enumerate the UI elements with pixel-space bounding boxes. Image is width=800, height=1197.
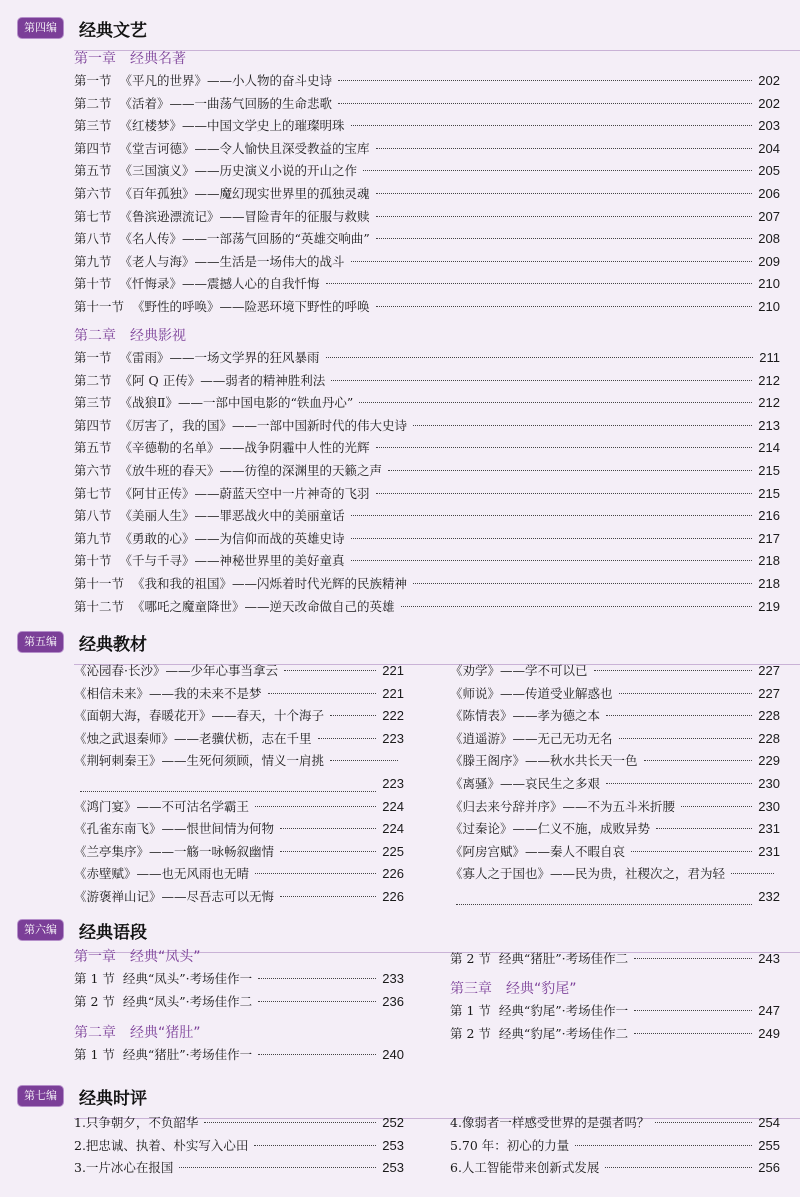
toc-entry[interactable] xyxy=(74,115,780,138)
section-number: 第一节 xyxy=(74,73,112,88)
entry-title: 《我和我的祖国》——闪烁着时代光辉的民族精神 xyxy=(132,575,408,591)
section-number: 第八节 xyxy=(74,508,112,524)
section-number: 第七节 xyxy=(74,485,112,501)
entry-title: 《辛德勒的名单》——战争阴霾中人性的光辉 xyxy=(119,440,370,456)
leader-dots xyxy=(258,1054,376,1055)
section-number: 第五节 xyxy=(74,440,112,456)
page-number: 218 xyxy=(758,553,780,569)
entry-title: 4.像弱者一样感受世界的是强者吗？ xyxy=(450,1115,650,1130)
entry-title: 5.70 年：初心的力量 xyxy=(450,1137,570,1153)
toc-list xyxy=(74,70,780,319)
entry-title: 《离骚》——哀民生之多艰 xyxy=(450,775,601,791)
section-number: 第五节 xyxy=(74,163,112,179)
leader-dots xyxy=(376,148,753,149)
leader-dots xyxy=(413,425,752,426)
section-number: 第二节 xyxy=(74,95,112,111)
toc-entry[interactable] xyxy=(74,550,780,573)
toc-entry[interactable] xyxy=(74,70,780,93)
chapter-title: 第三章 经典“豹尾” xyxy=(450,981,577,997)
page-number: 215 xyxy=(758,485,780,501)
entry-title: 《烛之武退秦师》——老骥伏枥，志在千里 xyxy=(74,730,312,746)
toc-entry[interactable] xyxy=(74,370,780,393)
toc-entry[interactable] xyxy=(450,796,780,819)
page-number: 212 xyxy=(758,395,780,411)
section-number: 第三节 xyxy=(74,395,112,411)
entry-title: 《放牛班的春天》——彷徨的深渊里的天籁之声 xyxy=(119,462,383,478)
toc-entry[interactable] xyxy=(74,273,780,296)
page-number: 233 xyxy=(382,971,404,986)
entry-title: 《阿甘正传》——蔚蓝天空中一片神奇的飞羽 xyxy=(119,485,370,501)
leader-dots xyxy=(338,103,752,104)
entry-title: 2.把忠诚、执着、朴实写入心田 xyxy=(74,1137,249,1153)
page-number: 232 xyxy=(758,888,780,904)
leader-dots xyxy=(330,715,376,716)
toc-entry[interactable] xyxy=(74,460,780,483)
toc-entry[interactable] xyxy=(74,573,780,596)
section-number: 第九节 xyxy=(74,530,112,546)
toc-entry[interactable] xyxy=(74,206,780,229)
leader-dots xyxy=(326,283,753,284)
page-number: 221 xyxy=(382,663,404,678)
leader-dots xyxy=(331,380,752,381)
toc-entry[interactable] xyxy=(74,415,780,438)
leader-dots xyxy=(619,738,753,739)
section-number: 第六节 xyxy=(74,462,112,478)
page-number: 223 xyxy=(382,730,404,746)
leader-dots xyxy=(280,896,376,897)
toc-entry[interactable] xyxy=(74,183,780,206)
page-number: 236 xyxy=(382,993,404,1009)
toc-entry[interactable] xyxy=(74,528,780,551)
toc-entry[interactable] xyxy=(450,660,780,683)
page-number: 256 xyxy=(758,1160,780,1176)
toc-entry[interactable] xyxy=(450,728,780,751)
leader-dots xyxy=(605,1167,752,1168)
leader-dots xyxy=(731,873,774,874)
entry-title: 1.只争朝夕，不负韶华 xyxy=(74,1115,199,1130)
entry-title: 经典“凤头”·考场佳作一 xyxy=(122,971,253,986)
page-number: 231 xyxy=(758,821,780,837)
section-number: 第 1 节 xyxy=(74,1047,115,1062)
page-number: 243 xyxy=(758,951,780,966)
page-number: 229 xyxy=(758,753,780,769)
leader-dots xyxy=(631,851,752,852)
toc-entry[interactable] xyxy=(74,991,404,1014)
leader-dots xyxy=(258,1001,376,1002)
entry-title: 《老人与海》——生活是一场伟大的战斗 xyxy=(119,253,345,269)
part-4-chapter-2 xyxy=(74,325,780,618)
part-4-chapter-1 xyxy=(74,48,780,319)
entry-title: 《三国演义》——历史演义小说的开山之作 xyxy=(119,163,358,179)
page-number: 209 xyxy=(758,253,780,269)
toc-entry[interactable] xyxy=(74,683,404,706)
toc-list xyxy=(74,347,780,618)
page-number: 217 xyxy=(758,530,780,546)
leader-dots xyxy=(284,670,376,671)
entry-title: 《相信未来》——我的未来不是梦 xyxy=(74,685,262,701)
part-4-title: 经典文艺 xyxy=(79,20,147,41)
leader-dots xyxy=(388,470,752,471)
leader-dots xyxy=(376,447,753,448)
entry-title: 《归去来兮辞并序》——不为五斗米折腰 xyxy=(450,798,676,814)
page-number: 218 xyxy=(758,575,780,591)
toc-entry[interactable] xyxy=(74,392,780,415)
section-number: 第六节 xyxy=(74,185,112,201)
leader-dots xyxy=(575,1145,752,1146)
page-number: 202 xyxy=(758,73,780,88)
part-5-section xyxy=(0,628,800,904)
leader-dots xyxy=(351,125,753,126)
page-number: 205 xyxy=(758,163,780,179)
entry-title: 《滕王阁序》——秋水共长天一色 xyxy=(450,753,638,769)
toc-entry[interactable] xyxy=(450,1135,780,1158)
toc-entry[interactable] xyxy=(74,596,780,619)
toc-entry[interactable] xyxy=(74,347,780,370)
section-number: 第十节 xyxy=(74,553,112,569)
entry-title: 《红楼梦》——中国文学史上的璀璨明珠 xyxy=(119,118,345,134)
page-number: 219 xyxy=(758,598,780,614)
entry-title: 《孔雀东南飞》——恨世间情为何物 xyxy=(74,821,275,837)
leader-dots xyxy=(80,769,376,792)
toc-entry[interactable] xyxy=(450,705,780,728)
page-number: 255 xyxy=(758,1137,780,1153)
chapter-title: 第二章 经典影视 xyxy=(74,328,186,344)
entry-title: 《战狼Ⅱ》——一部中国电影的“铁血丹心” xyxy=(119,395,354,411)
section-number: 第二节 xyxy=(74,372,112,388)
page-number: 226 xyxy=(382,888,404,904)
toc-list xyxy=(450,1000,780,1045)
entry-title: 《师说》——传道受业解惑也 xyxy=(450,685,613,701)
leader-dots xyxy=(606,783,752,784)
entry-title: 《逍遥游》——无己无功无名 xyxy=(450,730,613,746)
toc-entry[interactable] xyxy=(74,138,780,161)
leader-dots xyxy=(330,760,398,761)
entry-title: 《赤壁赋》——也无风雨也无晴 xyxy=(74,866,250,882)
section-number: 第九节 xyxy=(74,253,112,269)
leader-dots xyxy=(351,515,753,516)
toc-entry[interactable] xyxy=(450,1000,780,1023)
section-number: 第四节 xyxy=(74,140,112,156)
leader-dots xyxy=(681,806,752,807)
leader-dots xyxy=(376,238,752,239)
part-6-chapter-2-continued xyxy=(450,948,780,971)
entry-title: 《兰亭集序》——一觞一咏畅叙幽情 xyxy=(74,843,275,859)
part-6-chapter-1 xyxy=(74,946,404,1013)
entry-title: 《过秦论》——仁义不施，成败异势 xyxy=(450,821,651,837)
page-number: 216 xyxy=(758,508,780,524)
part-6-badge: 第六编 xyxy=(18,920,63,940)
page-number: 221 xyxy=(382,685,404,701)
toc-entry[interactable] xyxy=(74,705,404,728)
entry-title: 《美丽人生》——罪恶战火中的美丽童话 xyxy=(119,508,345,524)
entry-title: 《百年孤独》——魔幻现实世界里的孤独灵魂 xyxy=(119,185,370,201)
leader-dots xyxy=(606,715,752,716)
entry-title: 《阿 Q 正传》——弱者的精神胜利法 xyxy=(119,372,326,388)
section-number: 第一节 xyxy=(74,350,112,365)
part-5-title: 经典教材 xyxy=(79,634,147,655)
entry-title: 经典“猪肚”·考场佳作一 xyxy=(122,1047,253,1062)
page-number: 207 xyxy=(758,208,780,224)
section-number: 第十一节 xyxy=(74,298,125,314)
toc-entry[interactable] xyxy=(74,93,780,116)
leader-dots xyxy=(351,560,753,561)
part-4-badge: 第四编 xyxy=(18,18,63,38)
page-number: 225 xyxy=(382,843,404,859)
part-4-section xyxy=(0,14,800,614)
leader-dots xyxy=(634,1010,752,1011)
entry-title: 《荆轲刺秦王》——生死何须顾，情义一肩挑 xyxy=(74,753,325,769)
page-number: 249 xyxy=(758,1025,780,1041)
page-number: 213 xyxy=(758,417,780,433)
leader-dots xyxy=(254,1145,376,1146)
toc-entry[interactable] xyxy=(74,1112,404,1135)
toc-entry[interactable] xyxy=(74,660,404,683)
leader-dots xyxy=(634,1033,752,1034)
page-number: 228 xyxy=(758,708,780,724)
part-7-title: 经典时评 xyxy=(79,1088,147,1109)
chapter-title: 第一章 经典名著 xyxy=(74,51,186,67)
entry-title: 《面朝大海，春暖花开》——春天，十个海子 xyxy=(74,708,325,724)
entry-title: 《阿房宫赋》——秦人不暇自哀 xyxy=(450,843,626,859)
toc-list xyxy=(450,948,780,971)
entry-title: 《哪吒之魔童降世》——逆天改命做自己的英雄 xyxy=(132,598,395,614)
page-number: 226 xyxy=(382,866,404,882)
leader-dots xyxy=(376,193,753,194)
leader-dots xyxy=(318,738,377,739)
section-number: 第四节 xyxy=(74,417,112,433)
page-number: 228 xyxy=(758,730,780,746)
section-number: 第 1 节 xyxy=(74,971,115,986)
section-number: 第三节 xyxy=(74,118,112,134)
page-number: 206 xyxy=(758,185,780,201)
leader-dots xyxy=(376,216,753,217)
section-number: 第八节 xyxy=(74,231,112,247)
toc-entry[interactable] xyxy=(74,1157,404,1180)
entry-title: 《堂吉诃德》——令人愉快且深受教益的宝库 xyxy=(119,140,370,156)
leader-dots xyxy=(280,851,376,852)
leader-dots xyxy=(255,873,376,874)
toc-entry[interactable] xyxy=(74,886,404,909)
entry-title: 《野性的呼唤》——险恶环境下野性的呼唤 xyxy=(132,298,370,314)
toc-entry[interactable] xyxy=(74,251,780,274)
toc-list-right xyxy=(450,660,780,909)
page-number: 223 xyxy=(382,775,404,791)
entry-title: 《鲁滨逊漂流记》——冒险青年的征服与救赎 xyxy=(119,208,370,224)
section-number: 第十二节 xyxy=(74,598,125,614)
page-number: 252 xyxy=(382,1115,404,1130)
part-6-title: 经典语段 xyxy=(79,922,147,943)
leader-dots xyxy=(179,1167,376,1168)
toc-entry[interactable] xyxy=(450,750,780,773)
section-number: 第 2 节 xyxy=(450,951,491,966)
leader-dots xyxy=(359,402,752,403)
leader-dots xyxy=(376,493,753,494)
leader-dots xyxy=(258,978,376,979)
part-6-chapter-3 xyxy=(450,978,780,1045)
section-number: 第七节 xyxy=(74,208,112,224)
toc-list xyxy=(74,968,404,1013)
entry-title: 《平凡的世界》——小人物的奋斗史诗 xyxy=(119,73,333,88)
leader-dots xyxy=(456,882,752,905)
entry-title: 《雷雨》——一场文学界的狂风暴雨 xyxy=(119,350,320,365)
toc-entry[interactable] xyxy=(74,1135,404,1158)
entry-title: 《沁园春·长沙》——少年心事当拿云 xyxy=(74,663,278,678)
toc-entry[interactable] xyxy=(74,296,780,319)
page-number: 240 xyxy=(382,1047,404,1062)
entry-title: 6.人工智能带来创新式发展 xyxy=(450,1160,600,1176)
page-number: 210 xyxy=(758,298,780,314)
leader-dots xyxy=(594,670,753,671)
entry-title: 《鸿门宴》——不可沽名学霸王 xyxy=(74,798,250,814)
leader-dots xyxy=(351,261,753,262)
leader-dots xyxy=(351,538,753,539)
entry-title: 《忏悔录》——震撼人心的自我忏悔 xyxy=(119,276,320,292)
toc-entry[interactable] xyxy=(74,437,780,460)
part-7-badge: 第七编 xyxy=(18,1086,63,1106)
toc-entry[interactable] xyxy=(450,773,780,796)
entry-title: 《寡人之于国也》——民为贵，社稷次之，君为轻 xyxy=(450,866,726,882)
leader-dots xyxy=(326,357,754,358)
page-number: 247 xyxy=(758,1003,780,1018)
toc-entry[interactable] xyxy=(74,796,404,819)
page-number: 227 xyxy=(758,663,780,678)
page-number: 231 xyxy=(758,843,780,859)
leader-dots xyxy=(644,760,753,761)
toc-entry[interactable] xyxy=(74,968,404,991)
section-number: 第十一节 xyxy=(74,575,125,591)
toc-entry[interactable] xyxy=(450,841,780,864)
leader-dots xyxy=(280,828,376,829)
toc-entry[interactable] xyxy=(450,1112,780,1135)
toc-entry-page-line xyxy=(450,886,780,909)
leader-dots xyxy=(655,1122,752,1123)
page-number: 230 xyxy=(758,798,780,814)
page-number: 254 xyxy=(758,1115,780,1130)
leader-dots xyxy=(619,693,753,694)
entry-title: 《游褒禅山记》——尽吾志可以无悔 xyxy=(74,888,275,904)
toc-entry[interactable] xyxy=(74,505,780,528)
page-number: 253 xyxy=(382,1137,404,1153)
toc-entry[interactable] xyxy=(450,948,780,971)
entry-title: 《劝学》——学不可以已 xyxy=(450,663,588,678)
toc-entry[interactable] xyxy=(74,160,780,183)
toc-entry[interactable] xyxy=(74,818,404,841)
leader-dots xyxy=(338,80,752,81)
page-number: 224 xyxy=(382,821,404,837)
entry-title: 经典“豹尾”·考场佳作二 xyxy=(498,1025,629,1041)
page-number: 203 xyxy=(758,118,780,134)
chapter-title: 第二章 经典“猪肚” xyxy=(74,1025,201,1041)
toc-entry[interactable] xyxy=(450,1023,780,1046)
entry-title: 《厉害了，我的国》——一部中国新时代的伟大史诗 xyxy=(119,417,408,433)
toc-entry[interactable] xyxy=(450,1157,780,1180)
leader-dots xyxy=(204,1122,376,1123)
toc-list-left xyxy=(74,1112,404,1180)
toc-list-right xyxy=(450,1112,780,1180)
leader-dots xyxy=(413,583,752,584)
leader-dots xyxy=(634,958,752,959)
page-number: 204 xyxy=(758,140,780,156)
page-number: 224 xyxy=(382,798,404,814)
part-6-chapter-2 xyxy=(74,1022,404,1067)
toc-entry[interactable] xyxy=(450,818,780,841)
toc-entry[interactable] xyxy=(74,841,404,864)
page-number: 210 xyxy=(758,276,780,292)
toc-list xyxy=(74,1044,404,1067)
page-number: 253 xyxy=(382,1160,404,1176)
section-number: 第 2 节 xyxy=(450,1025,491,1041)
section-number: 第 1 节 xyxy=(450,1003,491,1018)
toc-list-left xyxy=(74,660,404,909)
entry-title: 《千与千寻》——神秘世界里的美好童真 xyxy=(119,553,345,569)
leader-dots xyxy=(401,606,753,607)
entry-title: 经典“猪肚”·考场佳作二 xyxy=(498,951,629,966)
entry-title: 经典“凤头”·考场佳作二 xyxy=(122,993,253,1009)
entry-title: 《名人传》——一部荡气回肠的“英雄交响曲” xyxy=(119,231,370,247)
page-number: 214 xyxy=(758,440,780,456)
leader-dots xyxy=(376,306,753,307)
toc-entry[interactable] xyxy=(450,683,780,706)
page-number: 230 xyxy=(758,775,780,791)
page-number: 222 xyxy=(382,708,404,724)
toc-entry-page-line xyxy=(74,773,404,796)
entry-title: 3.一片冰心在报国 xyxy=(74,1160,174,1176)
page-number: 227 xyxy=(758,685,780,701)
part-6-section xyxy=(0,916,800,1062)
entry-title: 经典“豹尾”·考场佳作一 xyxy=(498,1003,629,1018)
page-number: 202 xyxy=(758,95,780,111)
part-5-badge: 第五编 xyxy=(18,632,63,652)
toc-entry[interactable] xyxy=(74,483,780,506)
page-number: 215 xyxy=(758,462,780,478)
page-number: 208 xyxy=(758,231,780,247)
leader-dots xyxy=(255,806,376,807)
entry-title: 《活着》——一曲荡气回肠的生命悲歌 xyxy=(119,95,333,111)
section-number: 第 2 节 xyxy=(74,993,115,1009)
toc-entry[interactable] xyxy=(74,1044,404,1067)
part-7-section xyxy=(0,1082,800,1176)
entry-title: 《陈情表》——孝为德之本 xyxy=(450,708,601,724)
section-number: 第十节 xyxy=(74,276,112,292)
toc-entry[interactable] xyxy=(74,863,404,886)
leader-dots xyxy=(268,693,377,694)
page-number: 212 xyxy=(758,372,780,388)
page-number: 211 xyxy=(759,350,780,365)
toc-entry[interactable] xyxy=(74,728,404,751)
leader-dots xyxy=(656,828,752,829)
toc-entry[interactable] xyxy=(74,228,780,251)
leader-dots xyxy=(363,170,752,171)
entry-title: 《勇敢的心》——为信仰而战的英雄史诗 xyxy=(119,530,345,546)
chapter-title: 第一章 经典“凤头” xyxy=(74,949,201,965)
